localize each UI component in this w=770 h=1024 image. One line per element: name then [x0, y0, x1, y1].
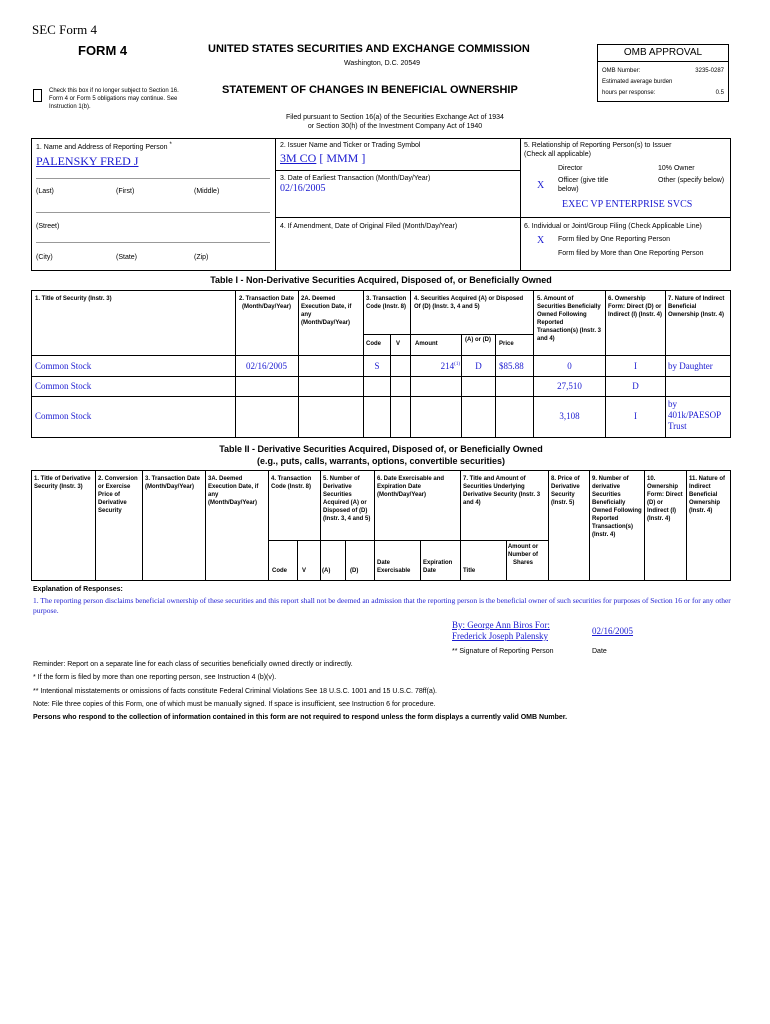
issuer-name[interactable]: 3M CO — [280, 151, 317, 165]
t1-subheader-amount: Amount — [415, 341, 438, 347]
signature-label: ** Signature of Reporting Person — [452, 648, 554, 655]
t2-subheader-v: V — [302, 568, 307, 574]
t1-row2-form: D — [632, 381, 639, 391]
signature-line2[interactable]: Frederick Joseph Palensky — [452, 631, 548, 641]
note-misstatements: ** Intentional misstatements or omissions of facts constitute Federal Criminal Violations See 18 U.S.C. 1001 and 15 U.S.C. 78ff(a). — [33, 688, 437, 695]
t1-row1-a-or-d: D — [475, 361, 482, 371]
city-label: (City) — [36, 254, 53, 261]
earliest-transaction-date: 02/16/2005 — [280, 183, 326, 194]
t1-header-title: 1. Title of Security (Instr. 3) — [35, 296, 112, 302]
one-reporting-person-option: Form filed by One Reporting Person — [558, 236, 671, 243]
t1-row3-form: I — [634, 411, 637, 421]
t1-row1-code: S — [374, 361, 380, 371]
t1-row1-amount: 214$^{(1)}$ — [440, 361, 460, 371]
t2-header-date: 3. Transaction Date (Month/Day/Year) — [145, 476, 201, 490]
t2-subheader-date-exercisable: Date Exercisable — [377, 560, 411, 574]
t1-header-acquired: 4. Securities Acquired (A) or Disposed Of (D) (Instr. 3, 4 and 5) — [414, 296, 524, 310]
other-option: Other (specify below) — [658, 177, 725, 184]
issuer-value — [280, 151, 365, 166]
street-label: (Street) — [36, 223, 60, 230]
filed-pursuant-line1: Filed pursuant to Section 16(a) of the Securities Exchange Act of 1934 — [286, 114, 504, 121]
zip-label: (Zip) — [194, 254, 209, 261]
t2-header-nature: 11. Nature of Indirect Beneficial Ownership (Instr. 4) — [689, 476, 726, 514]
officer-option: Officer (give title below) — [558, 177, 609, 193]
t1-header-ownership-form: 6. Ownership Form: Direct (D) or Indirect (I) (Instr. 4) — [608, 296, 663, 318]
director-option: Director — [558, 165, 583, 172]
one-person-check-mark: X — [537, 235, 545, 246]
form-title: FORM 4 — [78, 43, 128, 58]
t2-subheader-d: (D) — [350, 568, 359, 574]
note-reminder: Reminder: Report on a separate line for each class of securities beneficially owned directly or indirectly. — [33, 661, 353, 668]
t1-subheader-code: Code — [366, 341, 381, 347]
more-reporting-persons-option: Form filed by More than One Reporting Person — [558, 250, 704, 257]
t1-subheader-v: V — [396, 341, 401, 347]
no-longer-subject-checkbox[interactable] — [33, 89, 42, 102]
t2-subheader-title: Title — [463, 568, 476, 574]
omb-number-value: 3235-0287 — [695, 68, 724, 74]
t2-header-number: 5. Number of Derivative Securities Acquired (A) or Disposed of (D) (Instr. 3, 4 and 5) — [323, 476, 371, 522]
t2-header-underlying: 7. Title and Amount of Securities Underlying Derivative Security (Instr. 3 and 4) — [463, 476, 541, 506]
statement-title: STATEMENT OF CHANGES IN BENEFICIAL OWNERSHIP — [222, 84, 518, 96]
ten-percent-owner-option: 10% Owner — [658, 165, 695, 172]
omb-number-label: OMB Number: — [602, 68, 641, 74]
officer-title: EXEC VP ENTERPRISE SVCS — [562, 199, 693, 210]
t2-subheader-a: (A) — [322, 568, 331, 574]
t1-subheader-price: Price — [499, 341, 514, 347]
t1-header-code: 3. Transaction Code (Instr. 8) — [366, 296, 407, 310]
t2-header-deemed-date: 3A. Deemed Execution Date, if any (Month/Day/Year) — [208, 476, 259, 506]
reporting-person-name[interactable]: PALENSKY FRED J — [36, 154, 139, 168]
t1-header-deemed-date: 2A. Deemed Execution Date, if any (Month/Day/Year) — [301, 296, 352, 326]
issuer-ticker: [ MMM ] — [319, 151, 366, 165]
footnote-ref[interactable]: (1) — [454, 362, 460, 367]
t2-header-price: 8. Price of Derivative Security (Instr. 5) — [551, 476, 580, 506]
t1-row3-nature: by 401k/PAESOP Trust — [668, 399, 721, 431]
page-label: SEC Form 4 — [32, 22, 98, 37]
middle-label: (Middle) — [194, 188, 220, 195]
reporting-person-label: 1. Name and Address of Reporting Person * — [36, 142, 172, 151]
omb-hours-value: 0.5 — [715, 90, 724, 96]
t1-row1-nature: by Daughter — [668, 361, 713, 371]
signature-date: 02/16/2005 — [592, 626, 634, 636]
last-label: (Last) — [36, 188, 54, 195]
t2-subheader-expiration: Expiration Date — [423, 560, 453, 574]
t1-header-nature: 7. Nature of Indirect Beneficial Ownership (Instr. 4) — [668, 296, 725, 318]
relationship-label: 5. Relationship of Reporting Person(s) to Issuer — [524, 142, 672, 149]
t1-row1-title: Common Stock — [35, 361, 92, 371]
table2-subtitle: (e.g., puts, calls, warrants, options, convertible securities) — [256, 456, 506, 466]
omb-hours-label: hours per response: — [602, 90, 656, 96]
t2-subheader-code: Code — [272, 568, 287, 574]
t1-row1-date: 02/16/2005 — [245, 361, 287, 371]
state-label: (State) — [116, 254, 138, 261]
t1-row3-owned: 3,108 — [559, 411, 580, 421]
t2-header-title: 1. Title of Derivative Security (Instr. 3) — [34, 476, 91, 490]
t1-row2-title: Common Stock — [35, 381, 92, 391]
amendment-label: 4. If Amendment, Date of Original Filed (Month/Day/Year) — [280, 223, 458, 230]
t2-header-form: 10. Ownership Form: Direct (D) or Indirect (I) (Instr. 4) — [647, 476, 683, 522]
table2-title: Table II - Derivative Securities Acquired, Disposed of, or Beneficially Owned — [219, 444, 543, 454]
note-omb-notice: Persons who respond to the collection of information contained in this form are not required to respond unless the form displays a currently valid OMB Number. — [33, 714, 568, 721]
t2-subheader-amount: Amount or Number of Shares — [507, 544, 539, 566]
first-label: (First) — [116, 188, 135, 195]
officer-check-mark: X — [537, 180, 545, 191]
note-multiple-persons: * If the form is filed by more than one reporting person, see Instruction 4 (b)(v). — [33, 674, 277, 681]
t1-row3-title: Common Stock — [35, 411, 92, 421]
omb-approval-box — [597, 44, 729, 102]
t1-header-amount-owned: 5. Amount of Securities Beneficially Owned Following Reported Transaction(s) (Instr. 3 and 4) — [537, 296, 602, 342]
t2-header-conversion-price: 2. Conversion or Exercise Price of Derivative Security — [98, 476, 138, 514]
note-file-copies: Note: File three copies of this Form, one of which must be manually signed. If space is insufficient, see Instruction 6 for procedure. — [33, 701, 436, 708]
t2-header-exercisable: 6. Date Exercisable and Expiration Date (Month/Day/Year) — [377, 476, 445, 498]
t1-header-date: 2. Transaction Date (Month/Day/Year) — [238, 296, 295, 310]
issuer-label: 2. Issuer Name and Ticker or Trading Symbol — [280, 142, 421, 149]
checkbox-instructions: Check this box if no longer subject to Section 16. Form 4 or Form 5 obligations may continue. See Instruction 1(b). — [49, 88, 179, 110]
agency-location: Washington, D.C. 20549 — [344, 60, 421, 67]
relationship-sublabel: (Check all applicable) — [524, 151, 591, 158]
t1-row1-price: $85.88 — [499, 361, 524, 371]
omb-burden-label: Estimated average burden — [602, 79, 673, 85]
earliest-transaction-label: 3. Date of Earliest Transaction (Month/Day/Year) — [280, 175, 431, 182]
t1-row1-owned: 0 — [567, 361, 572, 371]
t2-header-code: 4. Transaction Code (Instr. 8) — [271, 476, 312, 490]
table1-title: Table I - Non-Derivative Securities Acquired, Disposed of, or Beneficially Owned — [210, 275, 552, 285]
omb-title: OMB APPROVAL — [598, 45, 728, 62]
signature-line1[interactable]: By: George Ann Biros For: — [452, 620, 550, 630]
t1-subheader-a-or-d: (A) or (D) — [465, 337, 491, 343]
filed-pursuant-line2: or Section 30(h) of the Investment Company Act of 1940 — [307, 123, 483, 130]
footnote-1: 1. The reporting person disclaims beneficial ownership of these securities and this report shall not be deemed an admission that the reporting person is the beneficial owner of such securities for purposes of Section 16 or for any other purpose. — [33, 596, 731, 615]
agency-name: UNITED STATES SECURITIES AND EXCHANGE COMMISSION — [208, 43, 530, 55]
date-label: Date — [592, 648, 607, 655]
filing-type-label: 6. Individual or Joint/Group Filing (Check Applicable Line) — [524, 223, 702, 230]
t2-header-owned: 9. Number of derivative Securities Beneficially Owned Following Reported Transaction(s) (Instr. 4) — [592, 476, 642, 538]
explanation-heading: Explanation of Responses: — [33, 586, 123, 593]
t1-row2-owned: 27,510 — [557, 381, 582, 391]
t1-row1-form: I — [634, 361, 637, 371]
